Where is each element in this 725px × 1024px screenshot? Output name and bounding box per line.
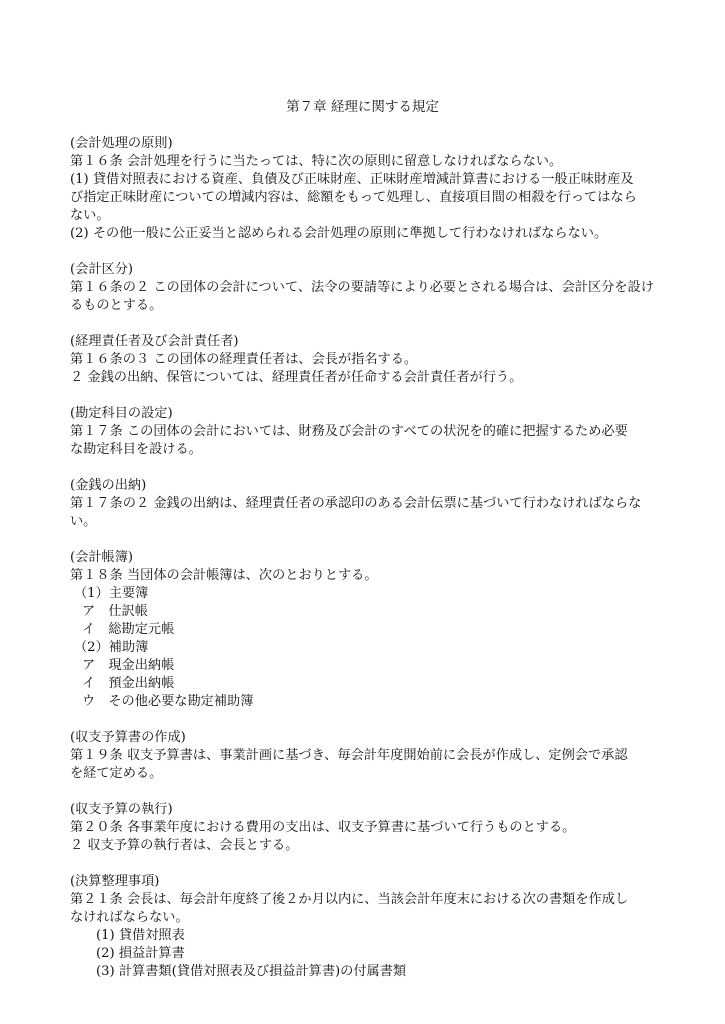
section-heading: (収支予算書の作成) <box>70 730 186 745</box>
body-line: （2）補助簿 <box>74 640 149 655</box>
section-heading: (勘定科目の設定) <box>70 406 173 421</box>
document-body <box>70 135 670 999</box>
body-line: 第１７条の２ 金銭の出納は、経理責任者の承認印のある会計伝票に基づいて行わなければならな <box>70 496 642 511</box>
body-line: を経て定める。 <box>70 766 163 781</box>
article-section <box>70 135 670 243</box>
body-line: (1) 貸借対照表 <box>96 928 185 943</box>
article-section <box>70 729 670 783</box>
section-heading: (金銭の出納) <box>70 478 147 493</box>
body-line: （1）主要簿 <box>74 586 149 601</box>
article-section <box>70 261 670 315</box>
body-line: (1) 貸借対照表における資産、負債及び正味財産、正味財産増減計算書における一般正味財産及 <box>70 172 634 187</box>
section-heading: (会計帳簿) <box>70 550 134 565</box>
section-heading: (収支予算の執行) <box>70 802 173 817</box>
body-line: び指定正味財産についての増減内容は、総額をもって処理し、直接項目間の相殺を行ってはなら <box>70 190 637 205</box>
body-line: 第１６条 会計処理を行うに当たっては、特に次の原則に留意しなければならない。 <box>70 154 563 169</box>
body-line: な勘定科目を設ける。 <box>70 442 202 457</box>
article-section <box>70 873 670 981</box>
body-line: い。 <box>70 514 97 529</box>
body-line: ２ 収支予算の執行者は、会長とする。 <box>70 838 299 853</box>
section-heading: (会計区分) <box>70 262 134 277</box>
body-line: 第２０条 各事業年度における費用の支出は、収支予算書に基づいて行うものとする。 <box>70 820 576 835</box>
chapter-title: 第７章 経理に関する規定 <box>286 99 439 115</box>
body-line: ない。 <box>70 208 110 223</box>
body-line: (2) 損益計算書 <box>96 946 185 961</box>
body-line: (2) その他一般に公正妥当と認められる会計処理の原則に準拠して行わなければならない。 <box>70 226 608 241</box>
body-line: るものとする。 <box>70 298 163 313</box>
body-line: 第１９条 収支予算書は、事業計画に基づき、毎会計年度開始前に会長が作成し、定例会で承認 <box>70 748 628 763</box>
body-line: ア 仕訳帳 <box>82 604 148 619</box>
body-line: イ 預金出納帳 <box>82 676 175 691</box>
section-heading: (決算整理事項) <box>70 874 160 889</box>
section-heading: (会計処理の原則) <box>70 136 173 151</box>
section-heading: (経理責任者及び会計責任者) <box>70 334 239 349</box>
article-section <box>70 549 670 711</box>
body-line: 第１７条 この団体の会計においては、財務及び会計のすべての状況を的確に把握するため必要 <box>70 424 628 439</box>
body-line: イ 総勘定元帳 <box>82 622 175 637</box>
body-line: 第１６条の３ この団体の経理責任者は、会長が指名する。 <box>70 352 418 367</box>
article-section <box>70 333 670 387</box>
body-line: ア 現金出納帳 <box>82 658 175 673</box>
body-line: 第１６条の２ この団体の会計について、法令の要請等により必要とされる場合は、会計区分を設け <box>70 280 654 295</box>
body-line: 第２１条 会長は、毎会計年度終了後２か月以内に、当該会計年度末における次の書類を作成し <box>70 892 629 907</box>
article-section <box>70 405 670 459</box>
article-section <box>70 477 670 531</box>
body-line: ウ その他必要な勘定補助簿 <box>82 694 254 709</box>
article-section <box>70 801 670 855</box>
body-line: なければならない。 <box>70 910 189 925</box>
body-line: (3) 計算書類(貸借対照表及び損益計算書)の付属書類 <box>96 964 407 979</box>
body-line: ２ 金銭の出納、保管については、経理責任者が任命する会計責任者が行う。 <box>70 370 523 385</box>
body-line: 第１８条 当団体の会計帳簿は、次のとおりとする。 <box>70 568 378 583</box>
